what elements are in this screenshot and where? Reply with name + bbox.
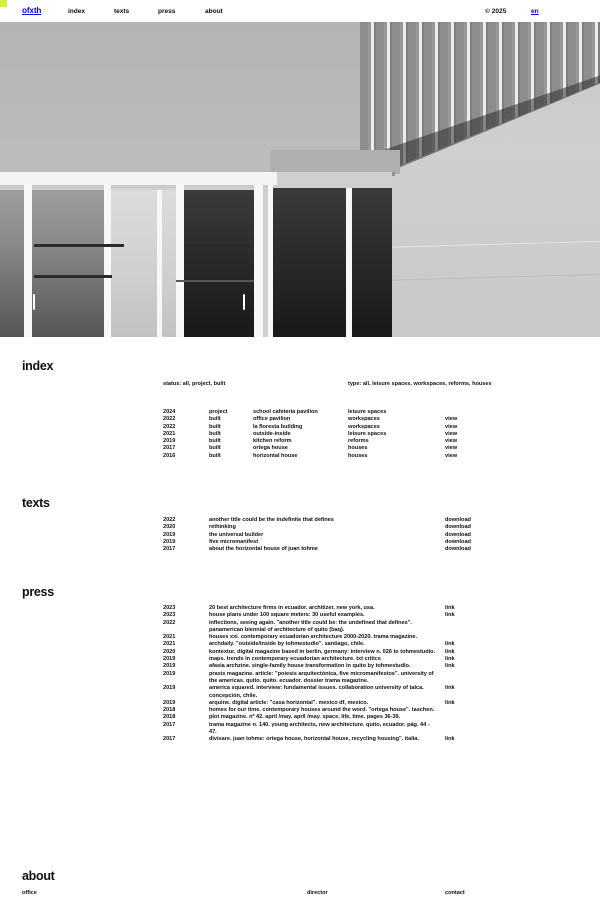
table-row bbox=[0, 517, 600, 524]
row-title: kontextur. digital magazine based in berlin, germany: interview n. 026 to tohmestudio. bbox=[209, 648, 436, 655]
row-type: workspaces bbox=[348, 423, 380, 430]
row-year: 2017 bbox=[163, 721, 176, 728]
row-title[interactable]: kitchen reform bbox=[253, 438, 292, 445]
row-year: 2019 bbox=[163, 699, 176, 706]
row-title[interactable]: ortega house bbox=[253, 445, 288, 452]
section-title-texts: texts bbox=[22, 496, 50, 510]
row-year: 2018 bbox=[163, 707, 176, 714]
table-row bbox=[0, 620, 600, 635]
row-type: workspaces bbox=[348, 416, 380, 423]
row-external-link[interactable]: link bbox=[445, 699, 455, 706]
row-download-link[interactable]: download bbox=[445, 517, 471, 523]
table-row bbox=[0, 714, 600, 721]
table-row bbox=[0, 438, 600, 445]
row-view-link[interactable]: view bbox=[445, 438, 458, 445]
filter-type: type: all, leisure spaces, workspaces, reforms, houses bbox=[348, 381, 492, 387]
row-title: rethinking bbox=[209, 524, 236, 531]
about-column-contact[interactable]: contact bbox=[445, 890, 465, 896]
hero-glass-panel-3 bbox=[110, 190, 176, 337]
filter-type-label: type: bbox=[348, 381, 362, 387]
row-view-link[interactable]: view bbox=[445, 452, 458, 459]
row-view-link[interactable]: view bbox=[445, 430, 458, 437]
row-title: divisare. juan tohme: ortega house, horizontal house, recycling housing". italia. bbox=[209, 736, 419, 743]
row-year: 2017 bbox=[163, 736, 176, 743]
row-title: inflections, seeing again. "another title could be: the undefined that defines". panamerican biennial of architecture of quito (baq). bbox=[209, 619, 412, 633]
filter-type-option-workspaces[interactable]: workspaces bbox=[413, 381, 446, 387]
row-external-link[interactable]: link bbox=[445, 656, 455, 663]
row-view-link[interactable]: view bbox=[445, 445, 458, 452]
row-title: arquine. digital article: "casa horizontal". mexico df, mexico. bbox=[209, 699, 369, 706]
row-year: 2023 bbox=[163, 612, 176, 619]
row-title[interactable]: horizontal house bbox=[253, 452, 298, 459]
press-table bbox=[0, 605, 600, 744]
table-row bbox=[0, 663, 600, 670]
row-status: built bbox=[209, 416, 221, 423]
row-year: 2020 bbox=[163, 648, 176, 655]
row-title: plot magazine. nº 42. april /may. april /may. space, life, time. pages 36-39. bbox=[209, 714, 401, 721]
hero-interior-rail-4 bbox=[276, 244, 340, 247]
table-row bbox=[0, 416, 600, 423]
section-title-about: about bbox=[22, 869, 55, 883]
hero-interior-rail-1 bbox=[34, 244, 124, 247]
table-row bbox=[0, 649, 600, 656]
table-row bbox=[0, 700, 600, 707]
table-row bbox=[0, 424, 600, 431]
filter-type-option-leisure-spaces[interactable]: leisure spaces bbox=[372, 381, 411, 387]
row-type: reforms bbox=[348, 438, 369, 445]
row-external-link[interactable]: link bbox=[445, 605, 455, 611]
row-year: 2020 bbox=[163, 524, 176, 531]
filter-type-option-all[interactable]: all bbox=[362, 381, 369, 387]
hero-soffit bbox=[270, 150, 400, 174]
table-row bbox=[0, 539, 600, 546]
table-row bbox=[0, 656, 600, 663]
row-title: the universal builder bbox=[209, 531, 264, 538]
row-view-link[interactable]: view bbox=[445, 423, 458, 430]
table-row bbox=[0, 546, 600, 553]
index-table bbox=[0, 409, 600, 460]
row-external-link[interactable]: link bbox=[445, 641, 455, 648]
row-external-link[interactable]: link bbox=[445, 663, 455, 670]
row-title: about the horizontal house of juan tohme bbox=[209, 546, 318, 553]
filter-status-option-project[interactable]: project bbox=[192, 381, 211, 387]
section-title-press: press bbox=[22, 585, 54, 599]
row-external-link[interactable]: link bbox=[445, 648, 455, 655]
row-title: 20 best architecture firms in ecuador. architizer, new york, usa. bbox=[209, 605, 375, 611]
row-type: houses bbox=[348, 452, 368, 459]
row-title[interactable]: school cafeteria pavilion bbox=[253, 409, 318, 415]
row-year: 2019 bbox=[163, 538, 176, 545]
row-title: houses xxi. contemporary ecuadorian architecture 2000-2020. trama magazine. bbox=[209, 634, 418, 641]
filter-status-option-all[interactable]: all bbox=[182, 381, 189, 387]
hero-interior-rail-5 bbox=[176, 280, 254, 282]
nav-item-press[interactable]: press bbox=[158, 8, 176, 15]
row-year: 2019 bbox=[163, 531, 176, 538]
row-year: 2021 bbox=[163, 430, 176, 437]
table-row bbox=[0, 612, 600, 619]
table-row bbox=[0, 736, 600, 743]
row-title[interactable]: outside-inside bbox=[253, 430, 291, 437]
row-year: 2021 bbox=[163, 634, 176, 641]
row-status: built bbox=[209, 430, 221, 437]
hero-glass-panel-4 bbox=[183, 190, 256, 337]
hero-mullion-3 bbox=[157, 190, 162, 337]
row-status: project bbox=[209, 409, 228, 415]
filter-type-option-houses[interactable]: houses bbox=[472, 381, 492, 387]
site-header bbox=[0, 0, 600, 22]
row-title[interactable]: office pavilion bbox=[253, 416, 291, 423]
hero-glass-panel-6 bbox=[352, 188, 392, 337]
row-title: afasia archzine. single-family house transformation in quito by tohmestudio. bbox=[209, 663, 411, 670]
hero-mullion-1 bbox=[24, 182, 32, 337]
row-download-link[interactable]: download bbox=[445, 546, 471, 553]
filter-status: status: all, project, built bbox=[163, 381, 226, 387]
hero-glass-panel-2 bbox=[31, 190, 106, 337]
row-external-link[interactable]: link bbox=[445, 612, 455, 619]
brand-logo[interactable]: ofxth bbox=[22, 6, 42, 15]
hero-door-handle-1 bbox=[33, 294, 35, 310]
hero-mullion-7 bbox=[346, 188, 352, 337]
about-columns bbox=[0, 890, 600, 897]
row-year: 2018 bbox=[163, 714, 176, 721]
hero-mullion-5 bbox=[254, 182, 263, 337]
texts-table bbox=[0, 517, 600, 553]
table-row bbox=[0, 685, 600, 700]
row-download-link[interactable]: download bbox=[445, 538, 471, 545]
filter-type-option-reforms[interactable]: reforms bbox=[448, 381, 470, 387]
nav-item-about[interactable]: about bbox=[205, 8, 223, 15]
table-row bbox=[0, 532, 600, 539]
row-year: 2017 bbox=[163, 445, 176, 452]
row-title: five micromanifest bbox=[209, 538, 259, 545]
row-year: 2019 bbox=[163, 685, 176, 692]
table-row bbox=[0, 641, 600, 648]
hero-glass-panel-5 bbox=[272, 188, 347, 337]
hero-interior-rail-2 bbox=[34, 275, 112, 278]
about-column-office[interactable]: office bbox=[22, 890, 37, 896]
row-type: leisure spaces bbox=[348, 409, 387, 415]
nav-item-index[interactable]: index bbox=[68, 8, 85, 15]
language-switcher[interactable]: en bbox=[531, 8, 539, 15]
row-year: 2019 bbox=[163, 438, 176, 445]
row-year: 2022 bbox=[163, 619, 176, 626]
hero-interior-rail-3 bbox=[186, 244, 252, 247]
table-row bbox=[0, 524, 600, 531]
row-year: 2017 bbox=[163, 546, 176, 553]
about-column-director[interactable]: director bbox=[307, 890, 328, 896]
table-row bbox=[0, 445, 600, 452]
hero-mullion-4 bbox=[176, 182, 184, 337]
row-download-link[interactable]: download bbox=[445, 531, 471, 538]
row-title: house plans under 100 square meters: 30 useful examples. bbox=[209, 612, 365, 619]
row-year: 2016 bbox=[163, 452, 176, 459]
row-year: 2019 bbox=[163, 656, 176, 663]
row-year: 2022 bbox=[163, 517, 176, 523]
hero-mullion-6 bbox=[268, 185, 273, 337]
copyright-text: © 2025 bbox=[485, 8, 507, 15]
row-type: houses bbox=[348, 445, 368, 452]
row-year: 2022 bbox=[163, 423, 176, 430]
row-year: 2019 bbox=[163, 663, 176, 670]
row-title: archdaily. "outside/inside by tohmestudio". santiago, chile. bbox=[209, 641, 365, 648]
hero-facade-header-shadow bbox=[0, 185, 277, 188]
hero-architecture-photo bbox=[0, 22, 600, 337]
hero-glass-panel-1 bbox=[0, 190, 24, 337]
row-external-link[interactable]: link bbox=[445, 736, 455, 743]
table-row bbox=[0, 722, 600, 737]
table-row bbox=[0, 605, 600, 612]
filter-status-label: status: bbox=[163, 381, 182, 387]
row-status: built bbox=[209, 438, 221, 445]
hero-door-handle-2 bbox=[243, 294, 245, 310]
row-status: built bbox=[209, 445, 221, 452]
row-type: leisure spaces bbox=[348, 430, 387, 437]
row-title: praxis magazine. article: "poiesis arquitectónica, five micromanifestos". university of the americas. quito. quito. ecuador. dossier trama magazine. bbox=[209, 670, 434, 684]
row-year: 2019 bbox=[163, 670, 176, 677]
hero-facade-header-beam bbox=[0, 172, 277, 185]
row-title[interactable]: la floresta building bbox=[253, 423, 303, 430]
row-year: 2023 bbox=[163, 605, 176, 611]
filter-status-option-built[interactable]: built bbox=[213, 381, 226, 387]
table-row bbox=[0, 409, 600, 416]
row-year: 2021 bbox=[163, 641, 176, 648]
row-download-link[interactable]: download bbox=[445, 524, 471, 531]
accent-corner-mark bbox=[0, 0, 7, 7]
table-row bbox=[0, 431, 600, 438]
row-title: maps. trends in contemporary ecuadorian architecture. txt critics bbox=[209, 656, 381, 663]
table-row bbox=[0, 453, 600, 460]
section-title-index: index bbox=[22, 359, 54, 373]
nav-item-texts[interactable]: texts bbox=[114, 8, 130, 15]
table-row bbox=[0, 671, 600, 686]
row-title: america squared. interview: fundamental issues. collaboration university of talca. concepción, chile. bbox=[209, 685, 424, 699]
row-view-link[interactable]: view bbox=[445, 416, 458, 423]
table-row bbox=[0, 707, 600, 714]
row-year: 2024 bbox=[163, 409, 176, 415]
row-title: homes for our time. contemporary houses around the word. "ortega house". taschen. bbox=[209, 707, 435, 714]
row-title: trama magazine n. 140. young architects, new architecture. quito, ecuador. pág. 44 - 47. bbox=[209, 721, 430, 736]
row-external-link[interactable]: link bbox=[445, 685, 455, 692]
table-row bbox=[0, 634, 600, 641]
hero-mullion-2 bbox=[104, 182, 111, 337]
row-title: another title could be the indefinite that defines bbox=[209, 517, 334, 523]
row-year: 2022 bbox=[163, 416, 176, 423]
row-status: built bbox=[209, 423, 221, 430]
row-status: built bbox=[209, 452, 221, 459]
